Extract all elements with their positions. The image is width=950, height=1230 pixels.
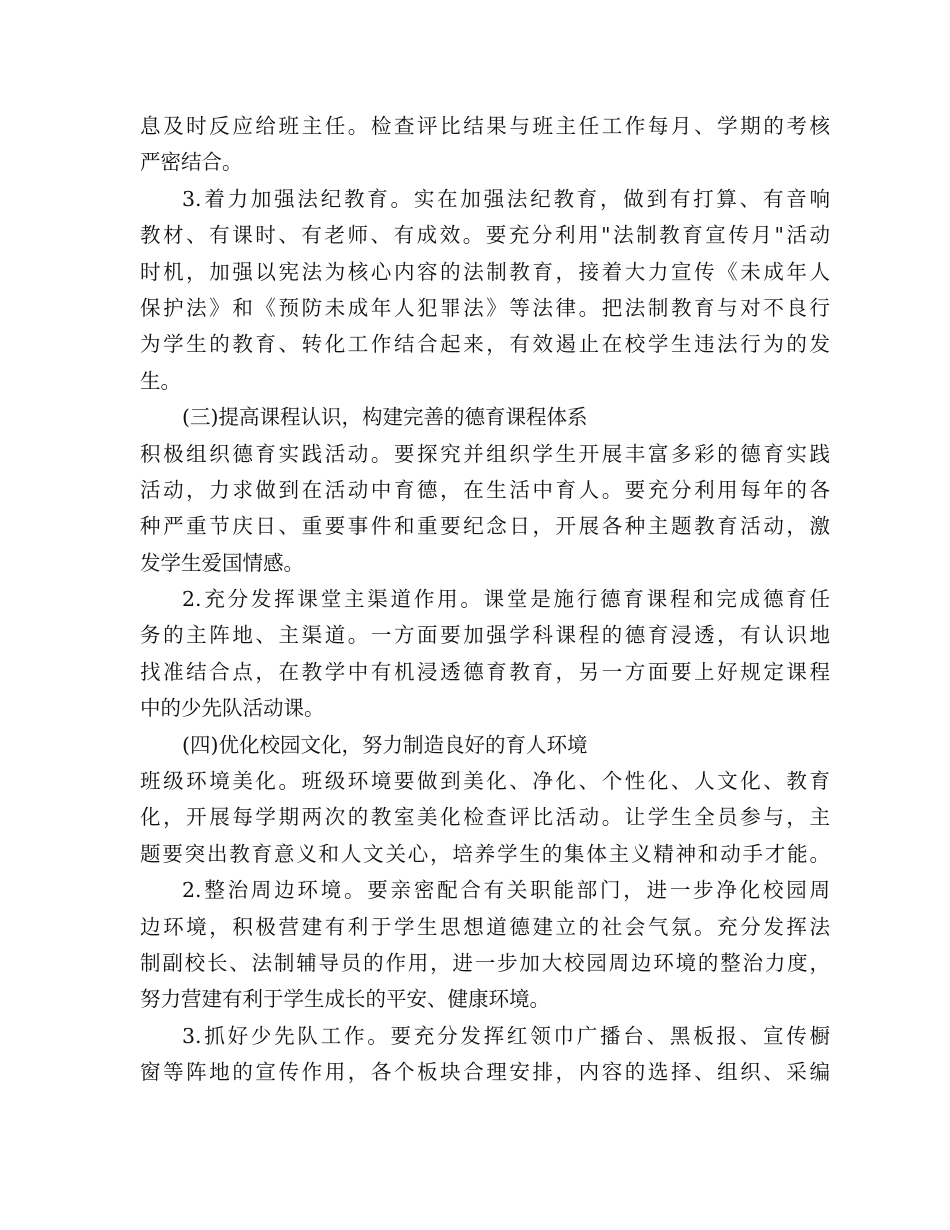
text-line: 题要突出教育意义和人文关心，培养学生的集体主义精神和动手才能。 — [140, 841, 830, 866]
text-line: 时机，加强以宪法为核心内容的法制教育，接着大力宣传《未成年人 — [140, 259, 830, 284]
text-line: 息及时反应给班主任。检查评比结果与班主任工作每月、学期的考核 — [140, 114, 830, 138]
text-line: 努力营建有利于学生成长的平安、健康环境。 — [140, 987, 550, 1012]
section-heading: (三)提高课程认识，构建完善的德育课程体系 — [182, 405, 588, 430]
text-line: 发学生爱国情感。 — [140, 550, 304, 575]
text-line: 化，开展每学期两次的教室美化检查评比活动。让学生全员参与，主 — [140, 805, 830, 830]
text-line: 边环境，积极营建有利于学生思想道德建立的社会气氛。充分发挥法 — [140, 914, 830, 939]
text-line: 种严重节庆日、重要事件和重要纪念日，开展各种主题教育活动，激 — [140, 514, 830, 539]
text-line: 为学生的教育、转化工作结合起来，有效遏止在校学生违法行为的发 — [140, 332, 830, 357]
text-line: 活动，力求做到在活动中育德，在生活中育人。要充分利用每年的各 — [140, 477, 830, 502]
section-heading: (四)优化校园文化，努力制造良好的育人环境 — [182, 732, 588, 757]
text-line: 生。 — [140, 368, 181, 393]
text-line: 严密结合。 — [140, 150, 243, 175]
text-line: 务的主阵地、主渠道。一方面要加强学科课程的德育浸透，有认识地 — [140, 623, 830, 648]
text-line: 保护法》和《预防未成年人犯罪法》等法律。把法制教育与对不良行 — [140, 295, 830, 320]
document-body — [140, 108, 830, 1091]
text-line: 中的少先队活动课。 — [140, 696, 325, 721]
text-line: 班级环境美化。班级环境要做到美化、净化、个性化、人文化、教育 — [140, 769, 830, 794]
numbered-item-line: 2.整治周边环境。要亲密配合有关职能部门，进一步净化校园周 — [182, 878, 830, 903]
numbered-item-line: 3.着力加强法纪教育。实在加强法纪教育，做到有打算、有音响 — [182, 186, 830, 211]
numbered-item-line: 2.充分发挥课堂主渠道作用。课堂是施行德育课程和完成德育任 — [182, 587, 830, 612]
numbered-item-line: 3.抓好少先队工作。要充分发挥红领巾广播台、黑板报、宣传橱 — [182, 1023, 830, 1048]
text-line: 教材、有课时、有老师、有成效。要充分利用"法制教育宣传月"活动 — [140, 223, 830, 248]
text-line: 积极组织德育实践活动。要探究并组织学生开展丰富多彩的德育实践 — [140, 441, 830, 466]
text-line: 制副校长、法制辅导员的作用，进一步加大校园周边环境的整治力度， — [140, 950, 830, 975]
text-line: 找准结合点，在教学中有机浸透德育教育，另一方面要上好规定课程 — [140, 659, 830, 684]
text-line: 窗等阵地的宣传作用，各个板块合理安排，内容的选择、组织、采编 — [140, 1060, 830, 1085]
